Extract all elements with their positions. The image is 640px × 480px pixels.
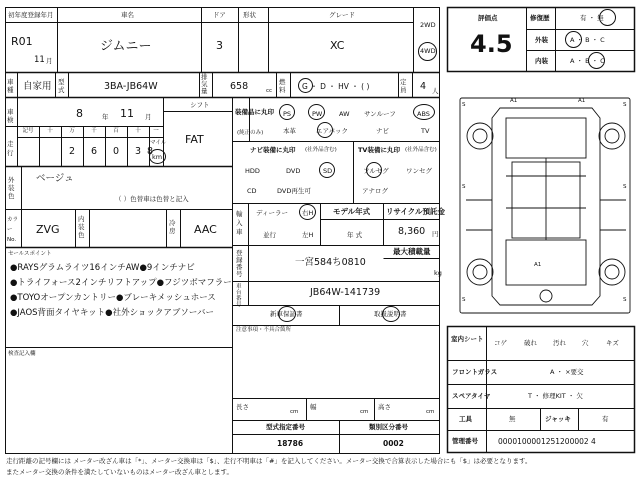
seat-item: 汚れ xyxy=(553,339,566,347)
type-label: 型式 xyxy=(58,78,65,94)
first-reg-month-unit: 月 xyxy=(46,57,53,65)
displacement-unit: cc xyxy=(266,88,273,94)
diagram-s-label: S xyxy=(623,184,627,190)
displacement-label: 排気量 xyxy=(201,73,208,95)
tv-analog: アナログ xyxy=(362,187,388,195)
equip-pw-circle xyxy=(308,104,325,120)
shift-value: FAT xyxy=(185,133,204,146)
repair-value: 有 ・ 無 xyxy=(580,14,604,22)
diagram-s-label: S xyxy=(623,102,627,108)
sales-point-item: ●RAYSグラムライツ16インチAW●9インチナビ xyxy=(10,263,195,273)
sales-point-item: ●TOYOオープンカントリー●ブレーキメッシュホース xyxy=(10,293,216,303)
front-glass-label: フロントガラス xyxy=(452,368,498,376)
shift-label: シフト xyxy=(190,101,210,109)
navi-dvd-play: DVD再生可 xyxy=(277,187,311,195)
sales-point-item: ●JAOS背面タイヤキット●社外ショックアブソーバー xyxy=(10,308,215,318)
exterior-label: 外装 xyxy=(535,36,548,44)
diagram-a1-label: A1 xyxy=(534,262,542,268)
type-designation-label: 型式指定番号 xyxy=(266,423,305,431)
car-name-label: 車名 xyxy=(121,11,134,19)
score-label: 評価点 xyxy=(478,14,498,22)
type-designation-value: 18786 xyxy=(277,439,304,448)
management-label: 管理番号 xyxy=(452,437,478,445)
import-right-hand: 右H xyxy=(302,209,314,217)
repair-none-circle xyxy=(599,9,616,26)
import-left-hand: 左H xyxy=(302,231,314,239)
grade-value: XC xyxy=(330,39,345,52)
equip-abs-circle xyxy=(413,104,435,120)
right-hand-circle xyxy=(299,204,316,220)
interior-value: A ・ B ・ C xyxy=(570,57,605,65)
notes-label: 注意事項・不具合箇所 xyxy=(236,327,292,333)
seat-label: 室内シート xyxy=(451,335,484,343)
model-year-unit: 年 式 xyxy=(347,231,363,239)
manual-circle xyxy=(382,306,400,322)
spare-tire-value: T ・ 修理KIT ・ 欠 xyxy=(528,392,583,400)
class-number-value: 0002 xyxy=(383,439,404,448)
inspector-label: 検査記入欄 xyxy=(8,351,36,357)
fuel-options: G ・ D ・ HV ・ ( ) xyxy=(302,82,370,91)
jack-label: ジャッキ xyxy=(545,415,571,423)
recycle-label: リサイクル預託金 xyxy=(386,207,445,216)
seat-item: 穴 xyxy=(582,339,589,347)
score-value: 4.5 xyxy=(470,30,513,58)
capacity-label: 定員 xyxy=(400,78,407,94)
model-code: 3BA-JB64W xyxy=(104,81,158,92)
drive-2wd: 2WD xyxy=(420,21,436,29)
color-code-label: カラー No. xyxy=(7,217,19,243)
equip-airbag-circle xyxy=(317,122,333,138)
diagram-a1-label: A1 xyxy=(510,98,518,104)
first-reg-year: R01 xyxy=(11,35,33,48)
fuel-label: 燃料 xyxy=(279,78,286,94)
diagram-s-label: S xyxy=(462,297,466,303)
car-diagram xyxy=(460,98,630,313)
fuel-g-circle xyxy=(298,78,313,93)
diagram-s-label: S xyxy=(623,297,627,303)
tv-sub: (社外品含む) xyxy=(405,147,437,153)
door-count: 3 xyxy=(216,39,223,52)
inspection-label: 車検 xyxy=(7,108,14,124)
max-load-unit: kg xyxy=(434,269,442,277)
exterior-value: A ・ B ・ C xyxy=(570,36,605,44)
equip-abs: ABS xyxy=(417,110,430,118)
category-value: 自家用 xyxy=(23,81,52,92)
drive-4wd: 4WD xyxy=(420,47,436,55)
class-number-label: 類別区分番号 xyxy=(369,423,408,431)
mileage-col-10: 十 xyxy=(135,128,141,134)
mileage-digit: 0 xyxy=(112,146,120,157)
diagram-s-label: S xyxy=(462,102,466,108)
equipment-label: 装備品に丸印 xyxy=(235,108,274,116)
model-year-label: モデル年式 xyxy=(333,207,371,216)
registration-label: 登録番号 xyxy=(236,249,243,278)
equip-leather: 本革 xyxy=(283,127,296,135)
mileage-col-10k: 万 xyxy=(69,128,75,134)
interior-label: 内装 xyxy=(535,57,548,65)
length-label: 長さ xyxy=(236,403,249,411)
navi-sd-circle xyxy=(319,162,335,178)
new-warranty-circle xyxy=(278,306,296,322)
inspection-year: 8 xyxy=(76,107,83,120)
equip-ps-circle xyxy=(279,104,295,120)
equip-aw: AW xyxy=(339,110,350,118)
color-value: ベージュ xyxy=(36,173,74,184)
equip-pw: PW xyxy=(312,110,323,118)
ac-value: AAC xyxy=(194,223,217,236)
first-reg-month: 11 xyxy=(34,55,45,65)
mileage-col-100: 百 xyxy=(113,128,119,134)
color-change-note: （ ）色替車は色替と記入 xyxy=(115,195,189,203)
seat-item: コゲ xyxy=(494,339,507,347)
height-label: 高さ xyxy=(378,403,391,411)
equip-ps: PS xyxy=(283,110,292,118)
jack-value: 有 xyxy=(602,415,609,423)
mileage-digit: 8 xyxy=(146,146,154,157)
height-unit: cm xyxy=(426,409,435,415)
equip-sunroof: サンルーフ xyxy=(364,110,396,118)
navi-hdd: HDD xyxy=(245,167,260,175)
mileage-unit-km: km xyxy=(152,153,163,161)
import-label: 輸入車 xyxy=(236,210,243,236)
mileage-col-1k: 千 xyxy=(91,128,97,134)
capacity-value: 4 xyxy=(420,81,427,92)
manual: 取扱説明書 xyxy=(374,310,407,318)
ac-label: 冷房 xyxy=(169,219,176,235)
mileage-km-circle xyxy=(149,149,166,164)
shape-label: 形状 xyxy=(243,11,256,19)
mileage-digit: 6 xyxy=(90,146,98,157)
mileage-label: 走行 xyxy=(7,140,14,157)
capacity-unit: 人 xyxy=(432,87,439,95)
first-reg-label: 初年度登録年月 xyxy=(8,11,54,19)
category-label: 車種 xyxy=(7,78,14,94)
navi-dvd: DVD xyxy=(286,167,301,175)
color-code: ZVG xyxy=(36,223,60,236)
recycle-value: 8,360 xyxy=(398,226,426,237)
navi-cd: CD xyxy=(247,187,257,195)
import-parallel: 並行 xyxy=(263,231,276,239)
mileage-digit: 3 xyxy=(134,146,142,157)
color-label: 外装色 xyxy=(8,176,15,200)
mileage-col-code: 記号 xyxy=(22,128,34,134)
diagram-s-label: S xyxy=(462,184,466,190)
max-load-label: 最大積載量 xyxy=(393,247,431,256)
sales-point-item: ●トライフォース2インチリフトアップ●フジツボマフラー xyxy=(10,278,232,288)
recycle-unit: 円 xyxy=(432,230,439,238)
chassis-label: 車台番号 xyxy=(236,284,242,308)
seat-item: キズ xyxy=(606,339,619,347)
spare-tire-label: スペアタイヤ xyxy=(452,392,491,400)
inspection-year-unit: 年 xyxy=(102,113,109,121)
repair-label: 修復歴 xyxy=(530,14,550,22)
chassis-value: JB64W-141739 xyxy=(310,287,381,298)
exterior-a-circle xyxy=(565,31,582,48)
equip-navi: ナビ xyxy=(376,127,389,135)
mileage-digit: 2 xyxy=(68,146,76,157)
footer-note-1: 走行距離の記号欄には メーター改ざん車は「*」、メーター交換車は「$」、走行不明車は「#」を記入してください。メーター交換で合算表示した場合にも「$」は必要となります。 xyxy=(6,457,532,465)
displacement-value: 658 xyxy=(230,81,249,92)
front-glass-value: A ・ ×要交 xyxy=(550,368,584,376)
drive-4wd-circle xyxy=(418,42,437,61)
length-unit: cm xyxy=(290,409,299,415)
import-dealer: ディーラー xyxy=(256,209,288,217)
seat-item: 破れ xyxy=(524,339,537,347)
tv-oneseg: ワンセグ xyxy=(406,167,432,175)
equip-tv: TV xyxy=(421,127,430,135)
sales-points-label: セールスポイント xyxy=(8,251,52,257)
mileage-unit-mile: マイル xyxy=(150,140,167,146)
interior-color-label: 内装色 xyxy=(78,215,85,239)
footer-note-2: またメーター交換の条件を満たしていないものはメーター改ざん車とします。 xyxy=(6,468,233,476)
tools-label: 工具 xyxy=(459,415,472,423)
management-value: 0000100001251200002 4 xyxy=(498,437,596,446)
navi-label: ナビ装備に丸印 xyxy=(250,146,296,154)
tv-label: TV装備に丸印 xyxy=(358,146,400,154)
navi-sd: SD xyxy=(323,167,333,175)
navi-sub: (社外品含む) xyxy=(305,147,337,153)
mileage-col-100k: 十 xyxy=(47,128,53,134)
inspection-month: 11 xyxy=(120,107,134,120)
interior-b-circle xyxy=(588,52,605,69)
tv-fullseg-circle xyxy=(366,162,382,178)
tools-value: 無 xyxy=(509,415,516,423)
inspection-month-unit: 月 xyxy=(145,113,152,121)
width-unit: cm xyxy=(360,409,369,415)
tv-fullseg: フルセグ xyxy=(363,167,389,175)
door-label: ドア xyxy=(213,11,226,19)
mileage-col-1: 一 xyxy=(153,128,159,134)
equipment-sub: (純正のみ) xyxy=(237,130,264,136)
new-warranty: 新車保証書 xyxy=(270,310,303,318)
car-name: ジムニー xyxy=(100,39,152,54)
registration-value: 一宮584ち0810 xyxy=(295,257,366,268)
diagram-a1-label: A1 xyxy=(578,98,586,104)
width-label: 幅 xyxy=(310,403,317,411)
equip-airbag: エアバック xyxy=(316,127,348,135)
grade-label: グレード xyxy=(329,11,355,19)
